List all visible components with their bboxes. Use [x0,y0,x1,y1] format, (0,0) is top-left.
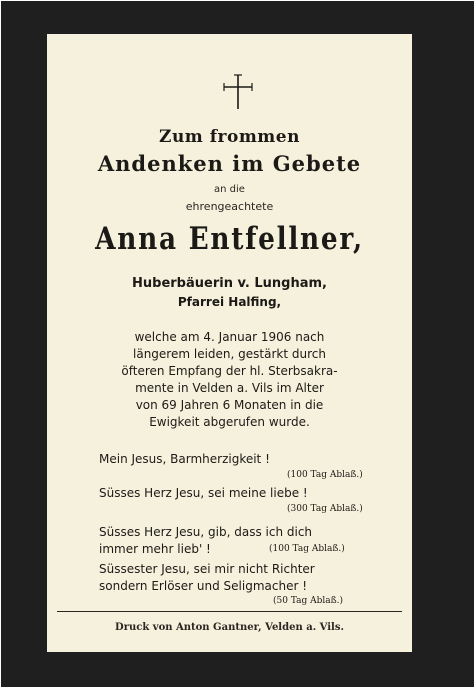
prayer-text: immer mehr lieb' ! [99,542,211,556]
body-line: von 69 Jahren 6 Monaten in die [135,398,324,412]
parish-text: Pfarrei Halfing, [177,295,282,309]
ehrengeachtete-text: ehrengeachtete [185,200,274,213]
printer-imprint: Druck von Anton Gantner, Velden a. Vils. [115,622,344,633]
prayer-text: Süsses Herz Jesu, sei meine liebe ! [99,486,308,500]
memorial-card [47,34,412,652]
divider [57,611,402,612]
heading-line-1: Zum frommen [159,127,300,147]
heading-line-2: Andenken im Gebete [97,151,362,176]
body-line: längerem leiden, gestärkt durch [133,347,326,361]
prayer-text: Süsses Herz Jesu, gib, dass ich dich [99,525,313,539]
occupation-text: Huberbäuerin v. Lungham, [132,276,327,291]
indulgence-note: (100 Tag Ablaß.) [269,544,345,554]
indulgence-note: (100 Tag Ablaß.) [287,470,363,480]
an-die-text: an die [214,184,245,195]
indulgence-note: (50 Tag Ablaß.) [273,596,344,606]
prayer-text: sondern Erlöser und Seligmacher ! [99,579,308,593]
prayer-text: Süssester Jesu, sei mir nicht Richter [99,562,315,576]
body-line: welche am 4. Januar 1906 nach [134,330,325,344]
deceased-name: Anna Entfellner, [95,221,364,257]
cross-icon [221,74,255,110]
prayer-text: Mein Jesus, Barmherzigkeit ! [99,452,270,466]
body-line: mente in Velden a. Vils im Alter [135,381,324,395]
indulgence-note: (300 Tag Ablaß.) [287,504,363,514]
body-line: Ewigkeit abgerufen wurde. [149,415,310,429]
body-line: öfteren Empfang der hl. Sterbsakra- [121,364,338,378]
